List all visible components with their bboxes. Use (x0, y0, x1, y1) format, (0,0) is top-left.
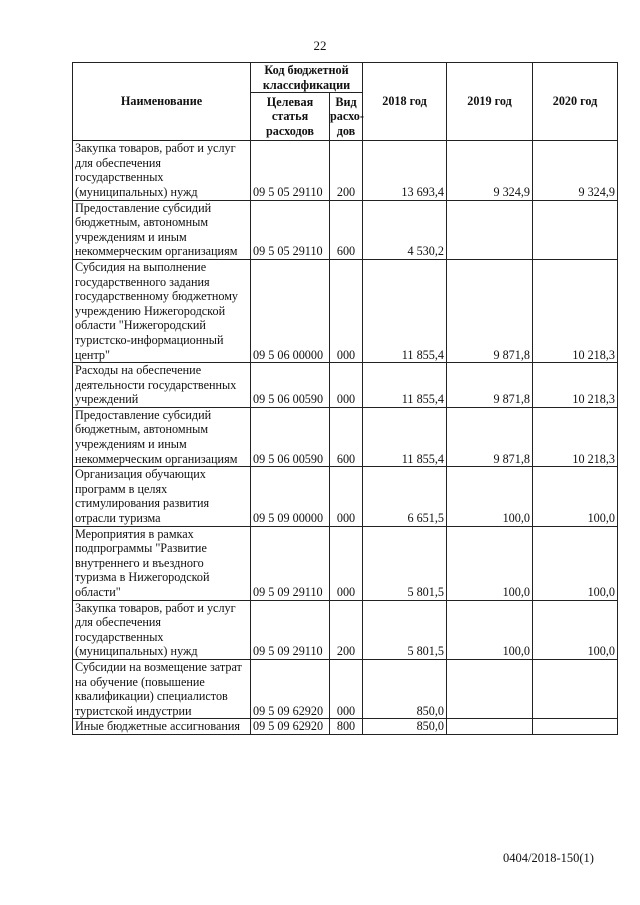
row-name: Предоставление субсидий бюджетным, автономным учреждениям и иным некоммерческим организациям (73, 200, 251, 259)
row-expense-kind: 800 (330, 719, 363, 735)
row-target-code: 09 5 05 29110 (251, 200, 330, 259)
row-value-2019: 9 871,8 (447, 363, 533, 408)
row-value-2019: 9 871,8 (447, 407, 533, 466)
row-name: Организация обучающих программ в целях стимулирования развития отрасли туризма (73, 467, 251, 526)
row-value-2019: 100,0 (447, 467, 533, 526)
row-name: Закупка товаров, работ и услуг для обеспечения государственных (муниципальных) нужд (73, 141, 251, 200)
row-value-2018: 5 801,5 (363, 526, 447, 600)
row-name: Субсидии на возмещение затрат на обучение (повышение квалификации) специалистов туристской индустрии (73, 659, 251, 718)
row-expense-kind: 000 (330, 259, 363, 362)
table-row (73, 363, 618, 408)
table-row (73, 719, 618, 735)
row-expense-kind: 000 (330, 659, 363, 718)
table-row (73, 600, 618, 659)
row-value-2018: 11 855,4 (363, 363, 447, 408)
row-value-2018: 5 801,5 (363, 600, 447, 659)
table-row (73, 200, 618, 259)
row-target-code: 09 5 05 29110 (251, 141, 330, 200)
table-row (73, 259, 618, 362)
row-value-2018: 11 855,4 (363, 407, 447, 466)
row-value-2018: 850,0 (363, 719, 447, 735)
row-name: Иные бюджетные ассигнования (73, 719, 251, 735)
row-value-2020: 9 324,9 (533, 141, 618, 200)
row-value-2020 (533, 200, 618, 259)
row-name: Мероприятия в рамках подпрограммы "Развитие внутреннего и въездного туризма в Нижегородской области" (73, 526, 251, 600)
header-2020: 2020 год (533, 63, 618, 141)
row-target-code: 09 5 09 29110 (251, 600, 330, 659)
row-expense-kind: 000 (330, 526, 363, 600)
row-value-2020: 100,0 (533, 600, 618, 659)
header-name: Наименование (73, 63, 251, 141)
row-target-code: 09 5 09 62920 (251, 659, 330, 718)
table-row (73, 407, 618, 466)
row-expense-kind: 000 (330, 467, 363, 526)
header-code-group: Код бюджетной классификации (251, 63, 363, 93)
row-value-2020: 100,0 (533, 467, 618, 526)
row-name: Расходы на обеспечение деятельности государственных учреждений (73, 363, 251, 408)
row-target-code: 09 5 09 62920 (251, 719, 330, 735)
row-name: Субсидия на выполнение государственного задания государственному бюджетному учреждению Нижегородской области "Нижегородский туристско-информационный центр" (73, 259, 251, 362)
row-value-2020: 100,0 (533, 526, 618, 600)
table-body (73, 141, 618, 735)
row-name: Закупка товаров, работ и услуг для обеспечения государственных (муниципальных) нужд (73, 600, 251, 659)
page-number: 22 (313, 38, 327, 53)
row-value-2020 (533, 719, 618, 735)
table-row (73, 467, 618, 526)
table-row (73, 526, 618, 600)
row-expense-kind: 200 (330, 141, 363, 200)
row-value-2019 (447, 200, 533, 259)
row-target-code: 09 5 06 00590 (251, 407, 330, 466)
row-target-code: 09 5 09 29110 (251, 526, 330, 600)
row-value-2018: 11 855,4 (363, 259, 447, 362)
row-name: Предоставление субсидий бюджетным, автономным учреждениям и иным некоммерческим организациям (73, 407, 251, 466)
row-expense-kind: 200 (330, 600, 363, 659)
row-value-2020: 10 218,3 (533, 407, 618, 466)
row-value-2019: 100,0 (447, 526, 533, 600)
row-value-2018: 13 693,4 (363, 141, 447, 200)
row-value-2019 (447, 659, 533, 718)
row-expense-kind: 600 (330, 407, 363, 466)
row-target-code: 09 5 06 00000 (251, 259, 330, 362)
row-value-2018: 6 651,5 (363, 467, 447, 526)
table-row (73, 141, 618, 200)
row-target-code: 09 5 09 00000 (251, 467, 330, 526)
row-target-code: 09 5 06 00590 (251, 363, 330, 408)
budget-table (72, 62, 618, 735)
row-value-2019: 9 324,9 (447, 141, 533, 200)
row-value-2020 (533, 659, 618, 718)
document-code: 0404/2018-150(1) (503, 851, 594, 865)
row-expense-kind: 000 (330, 363, 363, 408)
row-value-2019: 100,0 (447, 600, 533, 659)
row-value-2019 (447, 719, 533, 735)
header-target-article: Целевая статья расходов (251, 93, 330, 141)
header-2019: 2019 год (447, 63, 533, 141)
table-row (73, 659, 618, 718)
row-value-2018: 4 530,2 (363, 200, 447, 259)
row-value-2020: 10 218,3 (533, 363, 618, 408)
header-2018: 2018 год (363, 63, 447, 141)
row-value-2020: 10 218,3 (533, 259, 618, 362)
row-expense-kind: 600 (330, 200, 363, 259)
row-value-2019: 9 871,8 (447, 259, 533, 362)
header-expense-kind: Вид расхо-дов (330, 93, 363, 141)
row-value-2018: 850,0 (363, 659, 447, 718)
